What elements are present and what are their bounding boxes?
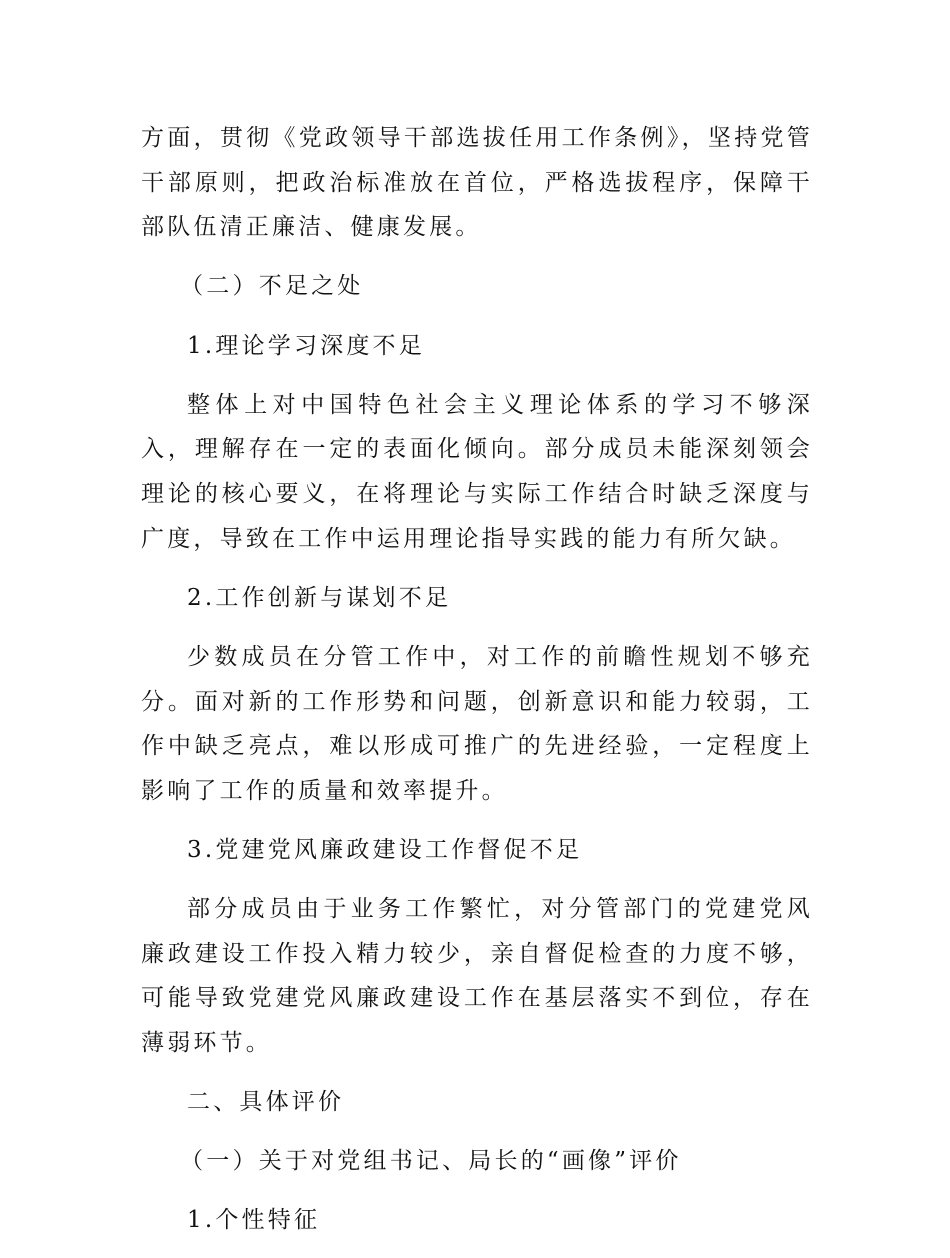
item-heading-theory-study: 1.理论学习深度不足 — [187, 332, 425, 359]
paragraph-continuation: 方面，贯彻《党政领导干部选拔任用工作条例》，坚持党管干部原则，把政治标准放在首位，严格选拔程序，保障干部队伍清正廉洁、健康发展。 — [141, 125, 813, 241]
paragraph-innovation: 少数成员在分管工作中，对工作的前瞻性规划不够充分。面对新的工作形势和问题，创新意识和能力较弱，工作中缺乏亮点，难以形成可推广的先进经验，一定程度上影响了工作的质量和效率提升。 — [141, 643, 813, 804]
document-body — [141, 116, 813, 1258]
subheading-secretary-portrait: （一）关于对党组书记、局长的“画像”评价 — [180, 1148, 682, 1175]
section-heading-specific-evaluation: 二、具体评价 — [187, 1089, 345, 1116]
subheading-shortcomings: （二）不足之处 — [180, 273, 364, 300]
item-heading-innovation: 2.工作创新与谋划不足 — [187, 584, 452, 611]
item-heading-personality: 1.个性特征 — [187, 1207, 321, 1234]
paragraph-party-building: 部分成员由于业务工作繁忙，对分管部门的党建党风廉政建设工作投入精力较少，亲自督促检查的力度不够，可能导致党建党风廉政建设工作在基层落实不到位，存在薄弱环节。 — [141, 896, 813, 1056]
paragraph-theory-study: 整体上对中国特色社会主义理论体系的学习不够深入，理解存在一定的表面化倾向。部分成员未能深刻领会理论的核心要义，在将理论与实际工作结合时缺乏深度与广度，导致在工作中运用理论指导实践的能力有所欠缺。 — [141, 391, 813, 552]
item-heading-party-building: 3.党建党风廉政建设工作督促不足 — [187, 836, 583, 863]
